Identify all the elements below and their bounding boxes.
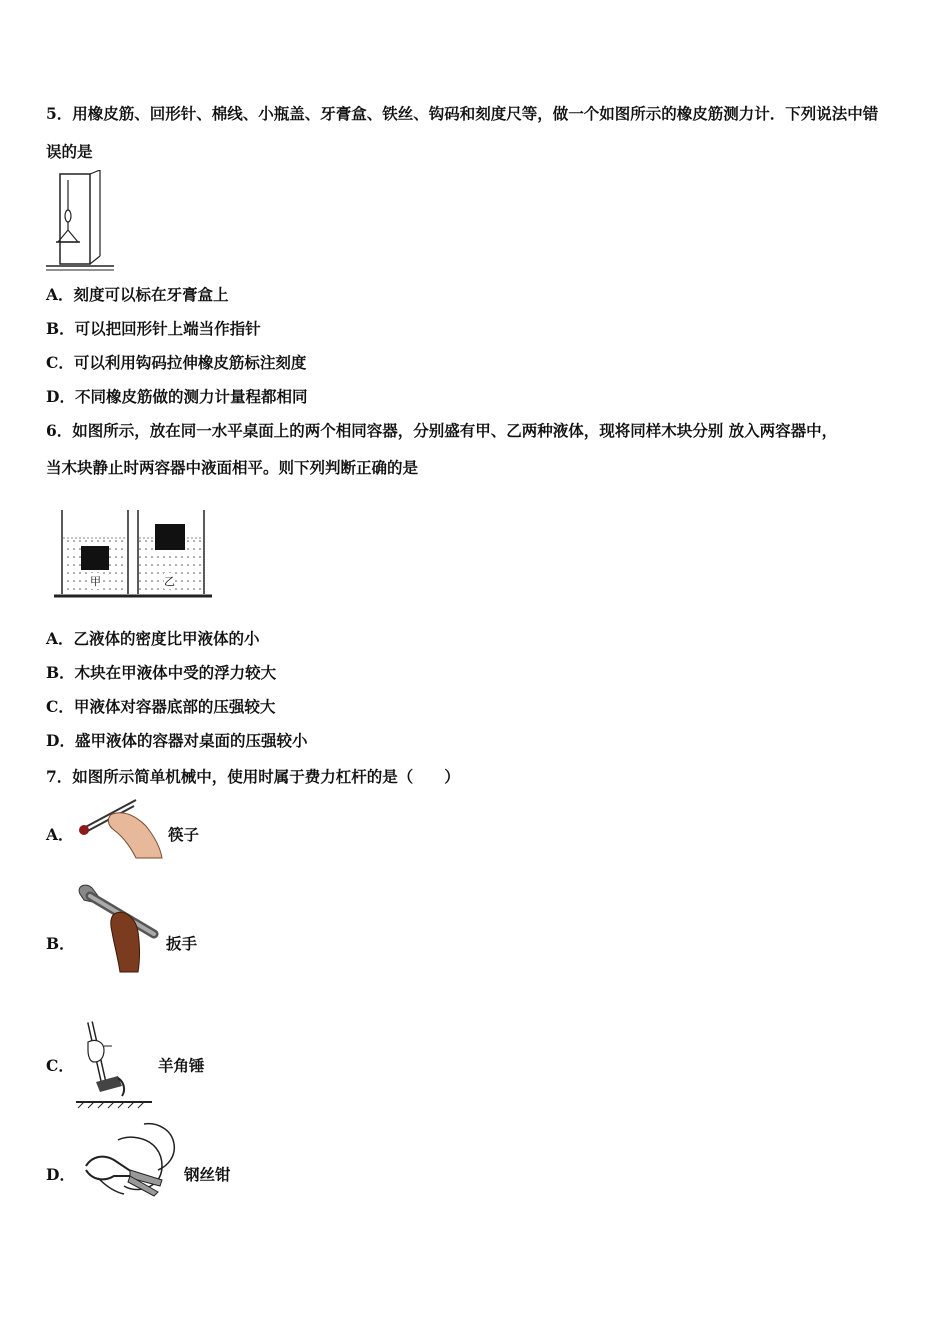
two-containers-figure (54, 506, 214, 602)
q5-option-a: A．刻度可以标在牙膏盒上 (46, 285, 229, 304)
q6-option-a: A．乙液体的密度比甲液体的小 (46, 629, 260, 648)
q7-option-b-label: B． (46, 934, 75, 953)
q5-option-d: D．不同橡皮筋做的测力计量程都相同 (46, 387, 308, 406)
q7-option-c-label: C． (46, 1056, 74, 1075)
q7-option-d-label: D． (46, 1165, 75, 1184)
rubber-band-dynamometer-figure (44, 170, 116, 272)
q7-option-a-caption: 筷子 (168, 825, 200, 844)
q6-stem-line2: 当木块静止时两容器中液面相平。则下列判断正确的是 (46, 458, 419, 477)
q7-option-a-label: A． (46, 825, 74, 844)
q7-option-b-caption: 扳手 (166, 934, 198, 953)
container-label-yi: 乙 (164, 575, 175, 588)
q6-option-b: B．木块在甲液体中受的浮力较大 (46, 663, 277, 682)
wrench-icon (74, 882, 164, 974)
claw-hammer-icon (74, 1016, 154, 1110)
q6-option-d: D．盛甲液体的容器对桌面的压强较小 (46, 731, 308, 750)
chopsticks-icon (74, 796, 164, 860)
q5-stem-line2: 误的是 (46, 142, 93, 161)
container-label-jia: 甲 (90, 575, 101, 588)
wire-pliers-icon (78, 1120, 178, 1200)
q6-stem-line1: 6．如图所示，放在同一水平桌面上的两个相同容器，分别盛有甲、乙两种液体，现将同样木块分别 放入两容器中， (46, 421, 838, 440)
q6-option-c: C．甲液体对容器底部的压强较大 (46, 697, 276, 716)
q7-option-d-caption: 钢丝钳 (184, 1165, 231, 1184)
q7-stem: 7．如图所示简单机械中，使用时属于费力杠杆的是（ ） (46, 767, 460, 786)
q5-stem-line1: 5．用橡皮筋、回形针、棉线、小瓶盖、牙膏盒、铁丝、钩码和刻度尺等，做一个如图所示的橡皮筋测力计．下列说法中错 (46, 104, 879, 123)
q5-option-c: C．可以利用钩码拉伸橡皮筋标注刻度 (46, 353, 307, 372)
q7-option-c-caption: 羊角锤 (158, 1056, 205, 1075)
q5-option-b: B．可以把回形针上端当作指针 (46, 319, 261, 338)
